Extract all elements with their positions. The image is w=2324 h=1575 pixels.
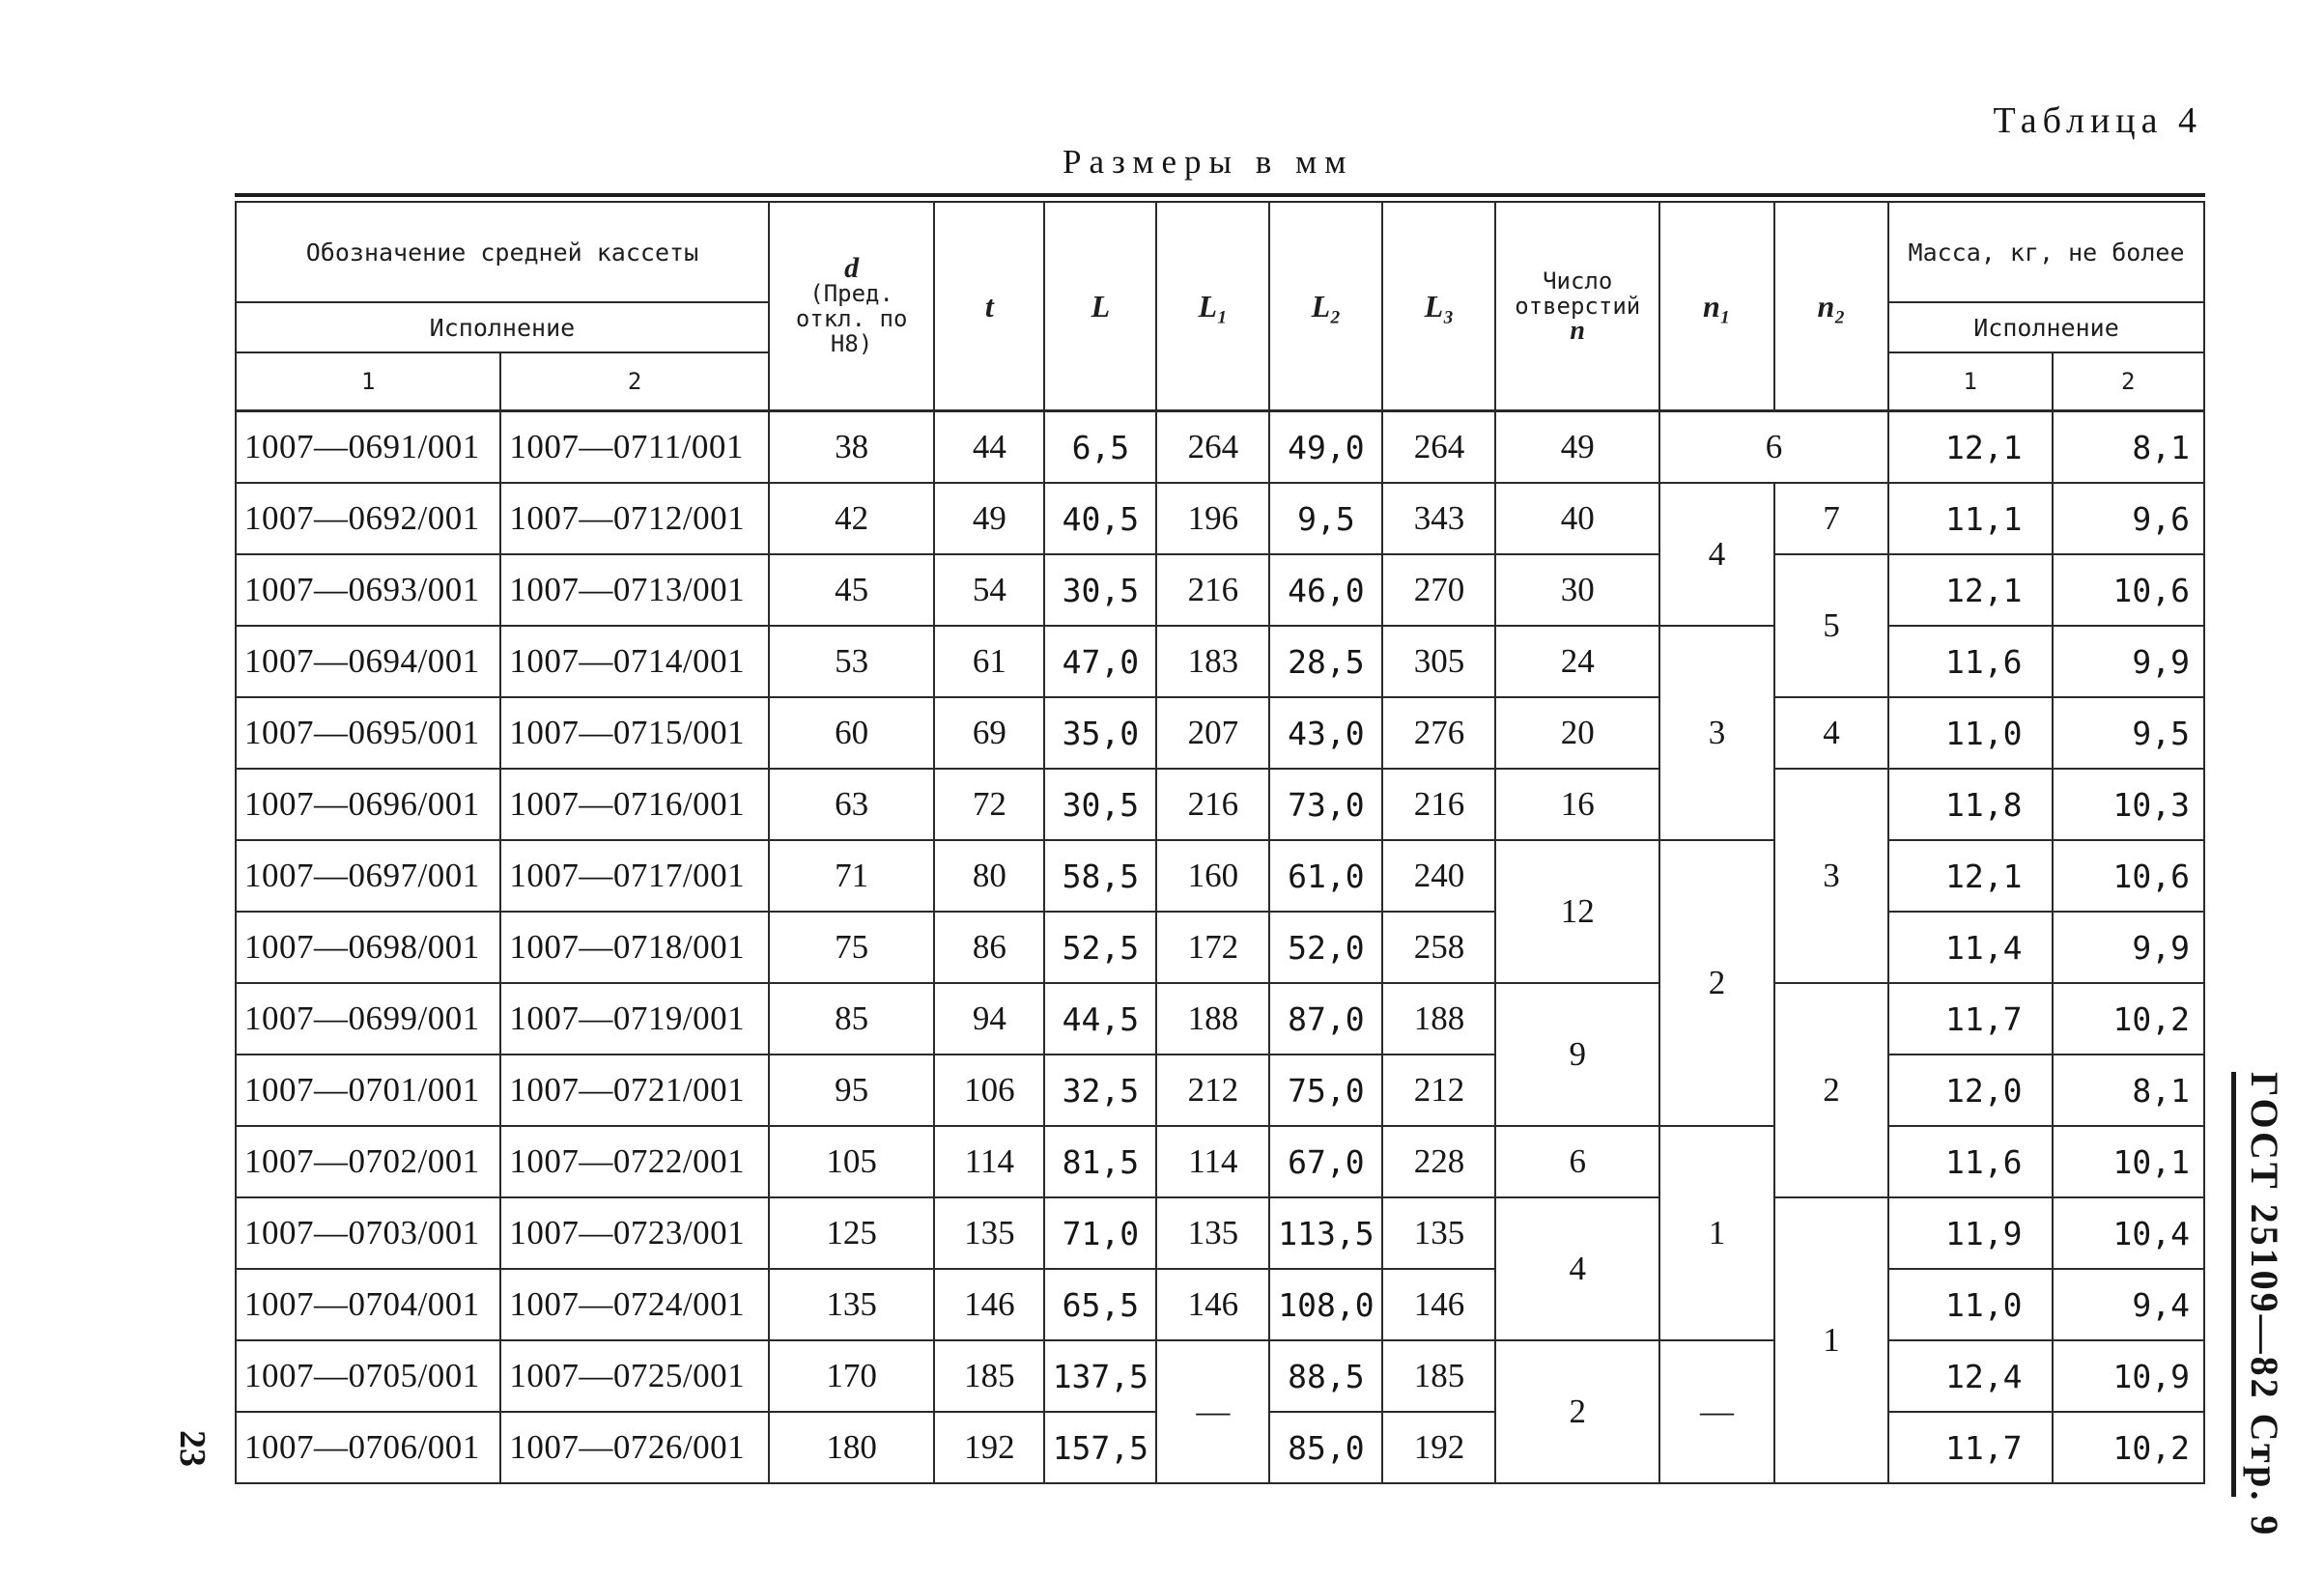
cell-mass-2: 8,1 — [2053, 1055, 2204, 1126]
cell-holes: 24 — [1495, 626, 1658, 697]
header-L1: L₁ — [1156, 202, 1269, 411]
cell-mass-1: 11,0 — [1888, 1269, 2052, 1340]
cell-L1: 172 — [1156, 912, 1269, 983]
header-mass-1: 1 — [1888, 352, 2052, 411]
cell-mass-1: 12,4 — [1888, 1340, 2052, 1412]
cell-t: 54 — [934, 554, 1044, 626]
cell-n1: — — [1659, 1340, 1774, 1483]
cell-L3: 192 — [1382, 1412, 1495, 1483]
cell-L3: 146 — [1382, 1269, 1495, 1340]
header-designation: Обозначение средней кассеты — [236, 202, 769, 302]
cell-d: 42 — [769, 483, 935, 554]
cell-L: 58,5 — [1044, 840, 1156, 912]
cell-mass-2: 10,2 — [2053, 983, 2204, 1055]
cell-t: 44 — [934, 411, 1044, 484]
cell-n2: 3 — [1774, 769, 1888, 983]
cell-n1: 1 — [1659, 1126, 1774, 1340]
cell-mass-2: 10,3 — [2053, 769, 2204, 840]
cell-L3: 240 — [1382, 840, 1495, 912]
table-row — [236, 626, 2204, 697]
cell-L1: 216 — [1156, 554, 1269, 626]
cell-code-1: 1007—0696/001 — [236, 769, 500, 840]
cell-d: 38 — [769, 411, 935, 484]
table-row — [236, 983, 2204, 1055]
cell-d: 105 — [769, 1126, 935, 1197]
cell-L1: — — [1156, 1340, 1269, 1483]
header-holes-label: Число отверстий — [1515, 267, 1641, 320]
cell-holes: 20 — [1495, 697, 1658, 769]
cell-holes: 4 — [1495, 1197, 1658, 1340]
cell-L1: 216 — [1156, 769, 1269, 840]
cell-code-2: 1007—0721/001 — [500, 1055, 768, 1126]
gost-rule — [2231, 1072, 2236, 1497]
cell-holes: 12 — [1495, 840, 1658, 983]
header-d — [769, 202, 935, 411]
table-row — [236, 1126, 2204, 1197]
cell-mass-2: 10,1 — [2053, 1126, 2204, 1197]
cell-code-2: 1007—0716/001 — [500, 769, 768, 840]
cell-L3: 212 — [1382, 1055, 1495, 1126]
cell-code-1: 1007—0699/001 — [236, 983, 500, 1055]
cell-L1: 183 — [1156, 626, 1269, 697]
cell-t: 106 — [934, 1055, 1044, 1126]
cell-holes: 40 — [1495, 483, 1658, 554]
cell-L: 47,0 — [1044, 626, 1156, 697]
cell-L2: 108,0 — [1269, 1269, 1382, 1340]
table-body — [236, 411, 2204, 1484]
cell-mass-1: 11,6 — [1888, 1126, 2052, 1197]
cell-d: 63 — [769, 769, 935, 840]
cell-d: 60 — [769, 697, 935, 769]
cell-L1: 212 — [1156, 1055, 1269, 1126]
cell-code-2: 1007—0726/001 — [500, 1412, 768, 1483]
cell-code-2: 1007—0713/001 — [500, 554, 768, 626]
header-mass-2: 2 — [2053, 352, 2204, 411]
cell-L: 30,5 — [1044, 769, 1156, 840]
header-execution: Исполнение — [236, 302, 769, 352]
cell-mass-1: 11,1 — [1888, 483, 2052, 554]
cell-L3: 135 — [1382, 1197, 1495, 1269]
cell-mass-1: 11,4 — [1888, 912, 2052, 983]
cell-L1: 135 — [1156, 1197, 1269, 1269]
dimensions-table — [235, 201, 2205, 1484]
cell-L3: 185 — [1382, 1340, 1495, 1412]
header-L: L — [1044, 202, 1156, 411]
cell-n2: 1 — [1774, 1197, 1888, 1483]
cell-code-2: 1007—0711/001 — [500, 411, 768, 484]
cell-holes: 9 — [1495, 983, 1658, 1126]
header-holes — [1495, 202, 1658, 411]
cell-code-2: 1007—0715/001 — [500, 697, 768, 769]
cell-L: 35,0 — [1044, 697, 1156, 769]
cell-mass-1: 11,8 — [1888, 769, 2052, 840]
cell-n2: 2 — [1774, 983, 1888, 1197]
cell-code-2: 1007—0719/001 — [500, 983, 768, 1055]
gost-sidebar — [2220, 1072, 2309, 1538]
cell-d: 95 — [769, 1055, 935, 1126]
table-row — [236, 1197, 2204, 1269]
cell-n2: 4 — [1774, 697, 1888, 769]
cell-mass-2: 9,6 — [2053, 483, 2204, 554]
cell-code-1: 1007—0705/001 — [236, 1340, 500, 1412]
header-n2: n₂ — [1774, 202, 1888, 411]
cell-t: 146 — [934, 1269, 1044, 1340]
cell-L3: 276 — [1382, 697, 1495, 769]
cell-mass-2: 10,9 — [2053, 1340, 2204, 1412]
header-holes-symbol: n — [1570, 316, 1585, 346]
cell-d: 53 — [769, 626, 935, 697]
cell-mass-2: 10,6 — [2053, 554, 2204, 626]
table-row — [236, 554, 2204, 626]
cell-n1: 2 — [1659, 840, 1774, 1126]
header-n1: n₁ — [1659, 202, 1774, 411]
cell-d: 75 — [769, 912, 935, 983]
cell-L1: 146 — [1156, 1269, 1269, 1340]
cell-mass-2: 10,6 — [2053, 840, 2204, 912]
cell-L: 137,5 — [1044, 1340, 1156, 1412]
header-L2: L₂ — [1269, 202, 1382, 411]
cell-L3: 270 — [1382, 554, 1495, 626]
cell-mass-2: 9,9 — [2053, 626, 2204, 697]
cell-L: 81,5 — [1044, 1126, 1156, 1197]
cell-L: 30,5 — [1044, 554, 1156, 626]
cell-L3: 228 — [1382, 1126, 1495, 1197]
table-row — [236, 769, 2204, 840]
cell-L2: 52,0 — [1269, 912, 1382, 983]
cell-L2: 73,0 — [1269, 769, 1382, 840]
cell-code-1: 1007—0704/001 — [236, 1269, 500, 1340]
cell-code-1: 1007—0694/001 — [236, 626, 500, 697]
table-row — [236, 840, 2204, 912]
cell-L2: 28,5 — [1269, 626, 1382, 697]
cell-L2: 85,0 — [1269, 1412, 1382, 1483]
cell-mass-2: 10,4 — [2053, 1197, 2204, 1269]
cell-L: 65,5 — [1044, 1269, 1156, 1340]
cell-L: 44,5 — [1044, 983, 1156, 1055]
header-exec-2: 2 — [500, 352, 768, 411]
cell-L2: 87,0 — [1269, 983, 1382, 1055]
cell-t: 69 — [934, 697, 1044, 769]
table-row — [236, 912, 2204, 983]
cell-t: 72 — [934, 769, 1044, 840]
cell-t: 86 — [934, 912, 1044, 983]
cell-t: 192 — [934, 1412, 1044, 1483]
cell-L1: 207 — [1156, 697, 1269, 769]
cell-L3: 258 — [1382, 912, 1495, 983]
cell-t: 61 — [934, 626, 1044, 697]
table-header — [236, 202, 2204, 411]
cell-d: 45 — [769, 554, 935, 626]
table-row — [236, 483, 2204, 554]
cell-mass-1: 11,7 — [1888, 983, 2052, 1055]
cell-L2: 49,0 — [1269, 411, 1382, 484]
cell-d: 85 — [769, 983, 935, 1055]
cell-code-1: 1007—0701/001 — [236, 1055, 500, 1126]
cell-L: 32,5 — [1044, 1055, 1156, 1126]
cell-t: 49 — [934, 483, 1044, 554]
cell-code-1: 1007—0702/001 — [236, 1126, 500, 1197]
cell-code-1: 1007—0697/001 — [236, 840, 500, 912]
cell-L1: 160 — [1156, 840, 1269, 912]
cell-n1: 3 — [1659, 626, 1774, 840]
cell-mass-1: 11,6 — [1888, 626, 2052, 697]
header-d-symbol: d — [844, 252, 860, 284]
cell-mass-1: 11,0 — [1888, 697, 2052, 769]
header-t: t — [934, 202, 1044, 411]
cell-L: 52,5 — [1044, 912, 1156, 983]
cell-code-2: 1007—0722/001 — [500, 1126, 768, 1197]
cell-n2: 7 — [1774, 483, 1888, 554]
cell-holes: 49 — [1495, 411, 1658, 484]
cell-t: 94 — [934, 983, 1044, 1055]
cell-L1: 114 — [1156, 1126, 1269, 1197]
units-caption: Размеры в мм — [1063, 143, 1354, 181]
cell-L: 40,5 — [1044, 483, 1156, 554]
cell-mass-1: 12,0 — [1888, 1055, 2052, 1126]
header-mass: Масса, кг, не более — [1888, 202, 2204, 302]
cell-t: 80 — [934, 840, 1044, 912]
cell-d: 170 — [769, 1340, 935, 1412]
cell-L2: 46,0 — [1269, 554, 1382, 626]
cell-mass-1: 11,9 — [1888, 1197, 2052, 1269]
cell-mass-2: 9,9 — [2053, 912, 2204, 983]
cell-L2: 88,5 — [1269, 1340, 1382, 1412]
cell-code-2: 1007—0717/001 — [500, 840, 768, 912]
cell-d: 71 — [769, 840, 935, 912]
cell-code-1: 1007—0703/001 — [236, 1197, 500, 1269]
cell-L1: 188 — [1156, 983, 1269, 1055]
cell-n1-n2: 6 — [1659, 411, 1888, 484]
cell-code-1: 1007—0706/001 — [236, 1412, 500, 1483]
cell-holes: 16 — [1495, 769, 1658, 840]
cell-mass-2: 9,4 — [2053, 1269, 2204, 1340]
table-row — [236, 1340, 2204, 1412]
cell-code-2: 1007—0714/001 — [500, 626, 768, 697]
header-L3: L₃ — [1382, 202, 1495, 411]
cell-holes: 6 — [1495, 1126, 1658, 1197]
cell-L2: 75,0 — [1269, 1055, 1382, 1126]
cell-code-2: 1007—0718/001 — [500, 912, 768, 983]
cell-code-2: 1007—0723/001 — [500, 1197, 768, 1269]
cell-code-2: 1007—0724/001 — [500, 1269, 768, 1340]
cell-L2: 43,0 — [1269, 697, 1382, 769]
cell-L: 71,0 — [1044, 1197, 1156, 1269]
cell-n1: 4 — [1659, 483, 1774, 626]
cell-L3: 188 — [1382, 983, 1495, 1055]
cell-n2: 5 — [1774, 554, 1888, 697]
header-d-note: (Пред. откл. по H8) — [795, 280, 908, 357]
table-row — [236, 1269, 2204, 1340]
cell-code-2: 1007—0725/001 — [500, 1340, 768, 1412]
top-rule — [235, 193, 2205, 197]
table-row — [236, 1055, 2204, 1126]
cell-d: 135 — [769, 1269, 935, 1340]
header-mass-execution: Исполнение — [1888, 302, 2204, 352]
cell-code-1: 1007—0692/001 — [236, 483, 500, 554]
table-label: Таблица 4 — [1993, 100, 2202, 141]
table-row — [236, 697, 2204, 769]
cell-t: 135 — [934, 1197, 1044, 1269]
cell-code-1: 1007—0695/001 — [236, 697, 500, 769]
cell-L2: 61,0 — [1269, 840, 1382, 912]
cell-L2: 67,0 — [1269, 1126, 1382, 1197]
cell-L3: 216 — [1382, 769, 1495, 840]
cell-mass-1: 11,7 — [1888, 1412, 2052, 1483]
cell-mass-1: 12,1 — [1888, 554, 2052, 626]
cell-d: 180 — [769, 1412, 935, 1483]
page-number: 23 — [172, 1430, 213, 1467]
cell-t: 185 — [934, 1340, 1044, 1412]
cell-code-1: 1007—0693/001 — [236, 554, 500, 626]
cell-code-1: 1007—0698/001 — [236, 912, 500, 983]
cell-code-2: 1007—0712/001 — [500, 483, 768, 554]
cell-holes: 30 — [1495, 554, 1658, 626]
cell-d: 125 — [769, 1197, 935, 1269]
cell-L: 6,5 — [1044, 411, 1156, 484]
cell-L3: 305 — [1382, 626, 1495, 697]
cell-code-1: 1007—0691/001 — [236, 411, 500, 484]
cell-t: 114 — [934, 1126, 1044, 1197]
gost-label: ГОСТ 25109—82 Стр. 9 — [2243, 1072, 2286, 1538]
cell-holes: 2 — [1495, 1340, 1658, 1483]
table-row — [236, 411, 2204, 484]
cell-L: 157,5 — [1044, 1412, 1156, 1483]
cell-L1: 196 — [1156, 483, 1269, 554]
cell-L1: 264 — [1156, 411, 1269, 484]
header-exec-1: 1 — [236, 352, 500, 411]
cell-mass-1: 12,1 — [1888, 411, 2052, 484]
cell-L2: 9,5 — [1269, 483, 1382, 554]
cell-mass-2: 10,2 — [2053, 1412, 2204, 1483]
cell-mass-1: 12,1 — [1888, 840, 2052, 912]
dimensions-table-container — [235, 193, 2205, 1484]
cell-mass-2: 9,5 — [2053, 697, 2204, 769]
cell-L3: 343 — [1382, 483, 1495, 554]
cell-L2: 113,5 — [1269, 1197, 1382, 1269]
cell-mass-2: 8,1 — [2053, 411, 2204, 484]
cell-L3: 264 — [1382, 411, 1495, 484]
